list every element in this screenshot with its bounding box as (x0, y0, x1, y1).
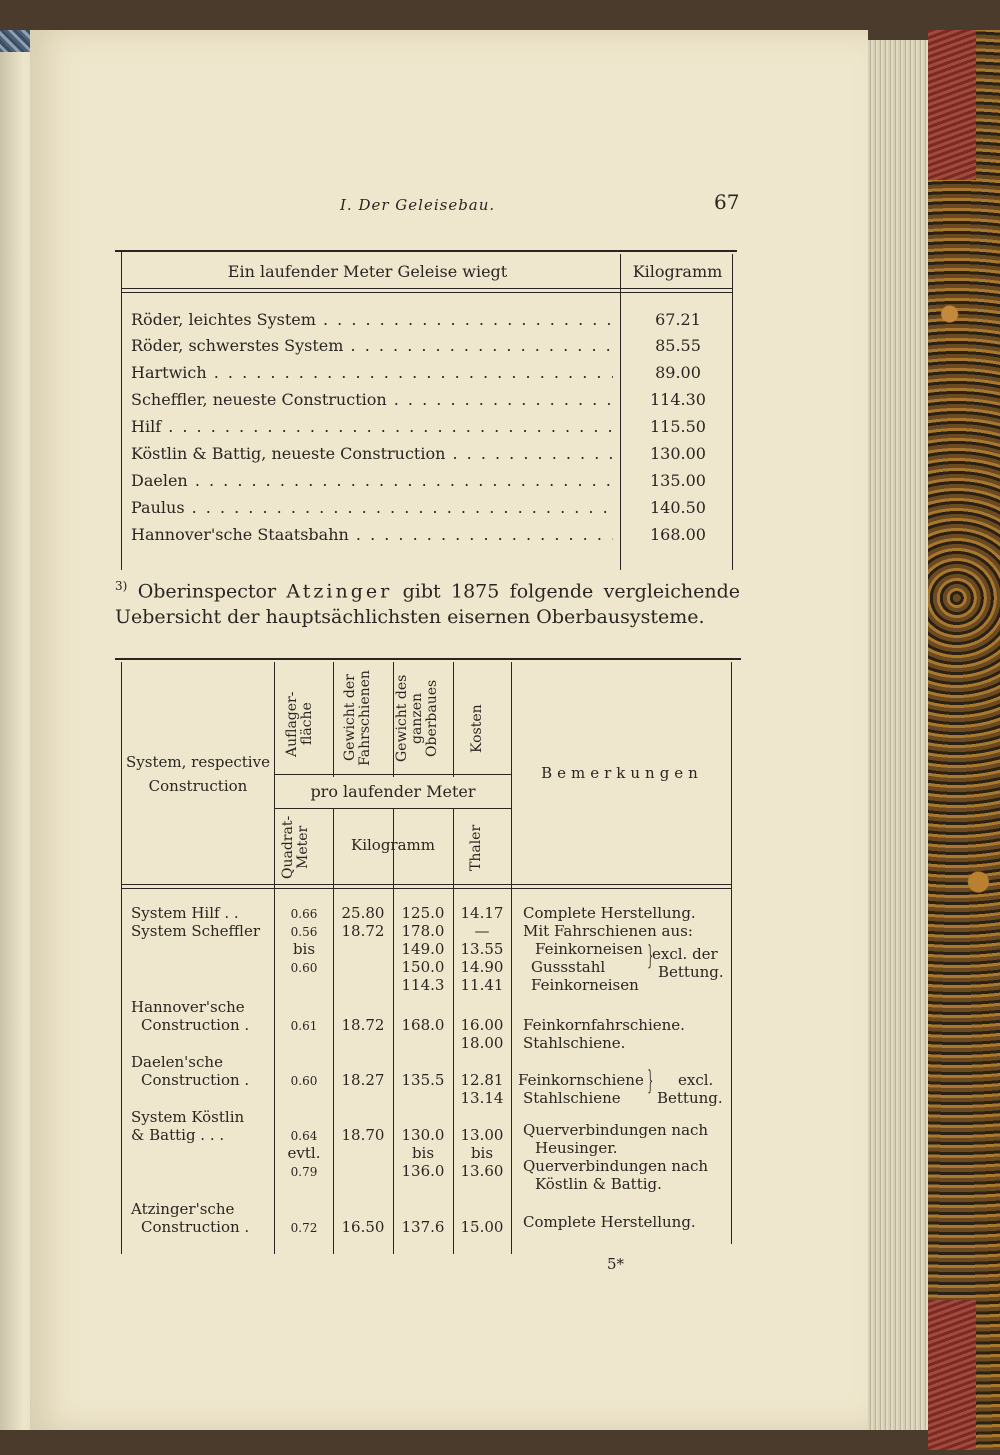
page-stack-edge (868, 40, 928, 1430)
row-remark: Heusinger. (535, 1139, 618, 1157)
row-area: 0.60 (290, 961, 318, 975)
weight-value: 140.50 (650, 498, 706, 517)
system-name: Hilf . . . (131, 417, 613, 436)
row-system-name: Atzinger'sche (131, 1200, 235, 1218)
footnote-mark: 3) (115, 579, 128, 593)
weight-value: 67.21 (655, 310, 701, 329)
row-system-name: System Scheffler (131, 922, 261, 940)
row-cost: 14.17 (460, 904, 504, 922)
row-area: 0.56 (290, 925, 318, 939)
brace-icon: } (647, 941, 654, 971)
row-total-weight: 168.0 (401, 1016, 445, 1034)
unit-quadratmeter: Quadrat-Meter (280, 815, 311, 879)
row-cost: 11.41 (460, 976, 504, 994)
paragraph-rest: gibt 1875 folgende vergleichende Uebersicht der hauptsächlichsten eisernen Oberbausysteme. (115, 580, 741, 629)
table-row (131, 498, 731, 524)
row-cost: 13.00 (460, 1126, 504, 1144)
row-system-name: Hannover'sche (131, 998, 245, 1016)
row-system-name: Daelen'sche (131, 1053, 223, 1071)
row-cost: 14.90 (460, 958, 504, 976)
weight-table (115, 250, 740, 570)
table-row (131, 525, 731, 551)
body-paragraph (115, 573, 740, 630)
row-remark: Mit Fahrschienen aus: (523, 922, 693, 940)
row-system-name: System Köstlin (131, 1108, 245, 1126)
row-total-weight: 136.0 (401, 1162, 445, 1180)
row-cost: 18.00 (460, 1034, 504, 1052)
row-cost: bis (470, 1144, 494, 1162)
running-head: I. Der Geleisebau. (340, 196, 496, 214)
table-row (131, 363, 731, 389)
row-rail-weight: 18.70 (341, 1126, 385, 1144)
leather-corner-bottom (928, 1300, 976, 1450)
row-cost: 13.60 (460, 1162, 504, 1180)
row-remark: Complete Herstellung. (523, 1213, 696, 1231)
system-name: Köstlin & Battig, neueste Construction . . . (131, 444, 613, 463)
row-total-weight: 125.0 (401, 904, 445, 922)
weight-value: 89.00 (655, 363, 701, 382)
row-remark: Köstlin & Battig. (535, 1175, 662, 1193)
table-row (131, 310, 731, 336)
header-pro-meter: pro laufender Meter (310, 782, 476, 801)
row-remark-brace: excl. (678, 1071, 714, 1089)
table-row (131, 417, 731, 443)
unit-thaler: Thaler (468, 824, 484, 872)
row-remark-brace: Bettung. (657, 1089, 723, 1107)
page-number: 67 (714, 190, 740, 214)
row-cost: 13.55 (460, 940, 504, 958)
row-remark: Querverbindungen nach (523, 1157, 709, 1175)
row-system-name: Construction . (141, 1016, 250, 1034)
row-cost: — (474, 922, 490, 940)
row-total-weight: 178.0 (401, 922, 445, 940)
weight-value: 135.00 (650, 471, 706, 490)
row-system-name: Construction . (141, 1071, 250, 1089)
header-system: System, respective Construction (126, 753, 270, 795)
header-auflager: Auflager-fläche (284, 691, 315, 757)
row-total-weight: bis (411, 1144, 435, 1162)
row-area: 0.64 (290, 1129, 318, 1143)
weight-value: 115.50 (650, 417, 706, 436)
row-remark: Querverbindungen nach (523, 1121, 709, 1139)
row-remark-brace: Bettung. (658, 963, 724, 981)
leather-corner-top (928, 30, 976, 180)
row-remark: Feinkornschiene (518, 1071, 644, 1089)
row-remark: Gussstahl (531, 958, 606, 976)
weight-value: 130.00 (650, 444, 706, 463)
comparison-table (115, 658, 740, 1258)
table-row (131, 390, 731, 416)
table-row (131, 471, 731, 497)
weight-value: 168.00 (650, 525, 706, 544)
row-area: 0.60 (290, 1074, 318, 1088)
row-system-name: System Hilf . . (131, 904, 239, 922)
row-rail-weight: 18.72 (341, 922, 385, 940)
header-gewicht-oberbau: Gewicht des ganzen Oberbaues (394, 674, 440, 762)
row-total-weight: 130.0 (401, 1126, 445, 1144)
row-cost: 12.81 (460, 1071, 504, 1089)
table-row (131, 444, 731, 470)
signature-mark: 5* (607, 1255, 625, 1273)
system-name: Hartwich . . . (131, 363, 613, 382)
row-area: 0.79 (290, 1165, 318, 1179)
row-cost: 15.00 (460, 1218, 504, 1236)
weight-table-unit: Kilogramm (632, 262, 723, 281)
row-total-weight: 137.6 (401, 1218, 445, 1236)
weight-value: 114.30 (650, 390, 706, 409)
row-remark-brace: excl. der (652, 945, 718, 963)
header-kosten: Kosten (469, 704, 485, 754)
system-name: Röder, schwerstes System . . . (131, 336, 613, 355)
author-name: Atzinger (286, 580, 393, 603)
header-bemerkungen: Bemerkungen (541, 764, 703, 782)
weight-value: 85.55 (655, 336, 701, 355)
system-name: Röder, leichtes System . . . (131, 310, 613, 329)
row-area: 0.72 (290, 1221, 318, 1235)
row-cost: 16.00 (460, 1016, 504, 1034)
table-row (131, 336, 731, 362)
row-total-weight: 150.0 (401, 958, 445, 976)
row-area: evtl. (287, 1144, 321, 1162)
row-remark: Complete Herstellung. (523, 904, 696, 922)
marbled-cover (928, 30, 1000, 1450)
row-rail-weight: 16.50 (341, 1218, 385, 1236)
row-total-weight: 149.0 (401, 940, 445, 958)
row-area: bis (292, 940, 316, 958)
system-name: Paulus . . . (131, 498, 613, 517)
header-gewicht-fahrschienen: Gewicht der Fahrschienen (342, 670, 373, 766)
row-remark: Feinkorneisen (535, 940, 643, 958)
row-remark: Feinkorneisen (531, 976, 639, 994)
row-system-name: & Battig . . . (131, 1126, 225, 1144)
row-remark: Stahlschiene (523, 1089, 621, 1107)
paragraph-lead: Oberinspector (137, 580, 277, 603)
row-area: 0.61 (290, 1019, 318, 1033)
weight-table-header: Ein laufender Meter Geleise wiegt (227, 262, 508, 281)
row-total-weight: 135.5 (401, 1071, 445, 1089)
row-remark: Feinkornfahrschiene. (523, 1016, 685, 1034)
row-total-weight: 114.3 (401, 976, 445, 994)
row-remark: Stahlschiene. (523, 1034, 626, 1052)
row-rail-weight: 18.72 (341, 1016, 385, 1034)
row-system-name: Construction . (141, 1218, 250, 1236)
row-area: 0.66 (290, 907, 318, 921)
row-cost: 13.14 (460, 1089, 504, 1107)
row-rail-weight: 25.80 (341, 904, 385, 922)
system-name: Hannover'sche Staatsbahn . . . (131, 525, 613, 544)
brace-icon: } (647, 1066, 654, 1096)
system-name: Daelen . . . (131, 471, 613, 490)
row-rail-weight: 18.27 (341, 1071, 385, 1089)
system-name: Scheffler, neueste Construction . . . (131, 390, 613, 409)
unit-kilogramm: Kilogramm (351, 836, 435, 854)
